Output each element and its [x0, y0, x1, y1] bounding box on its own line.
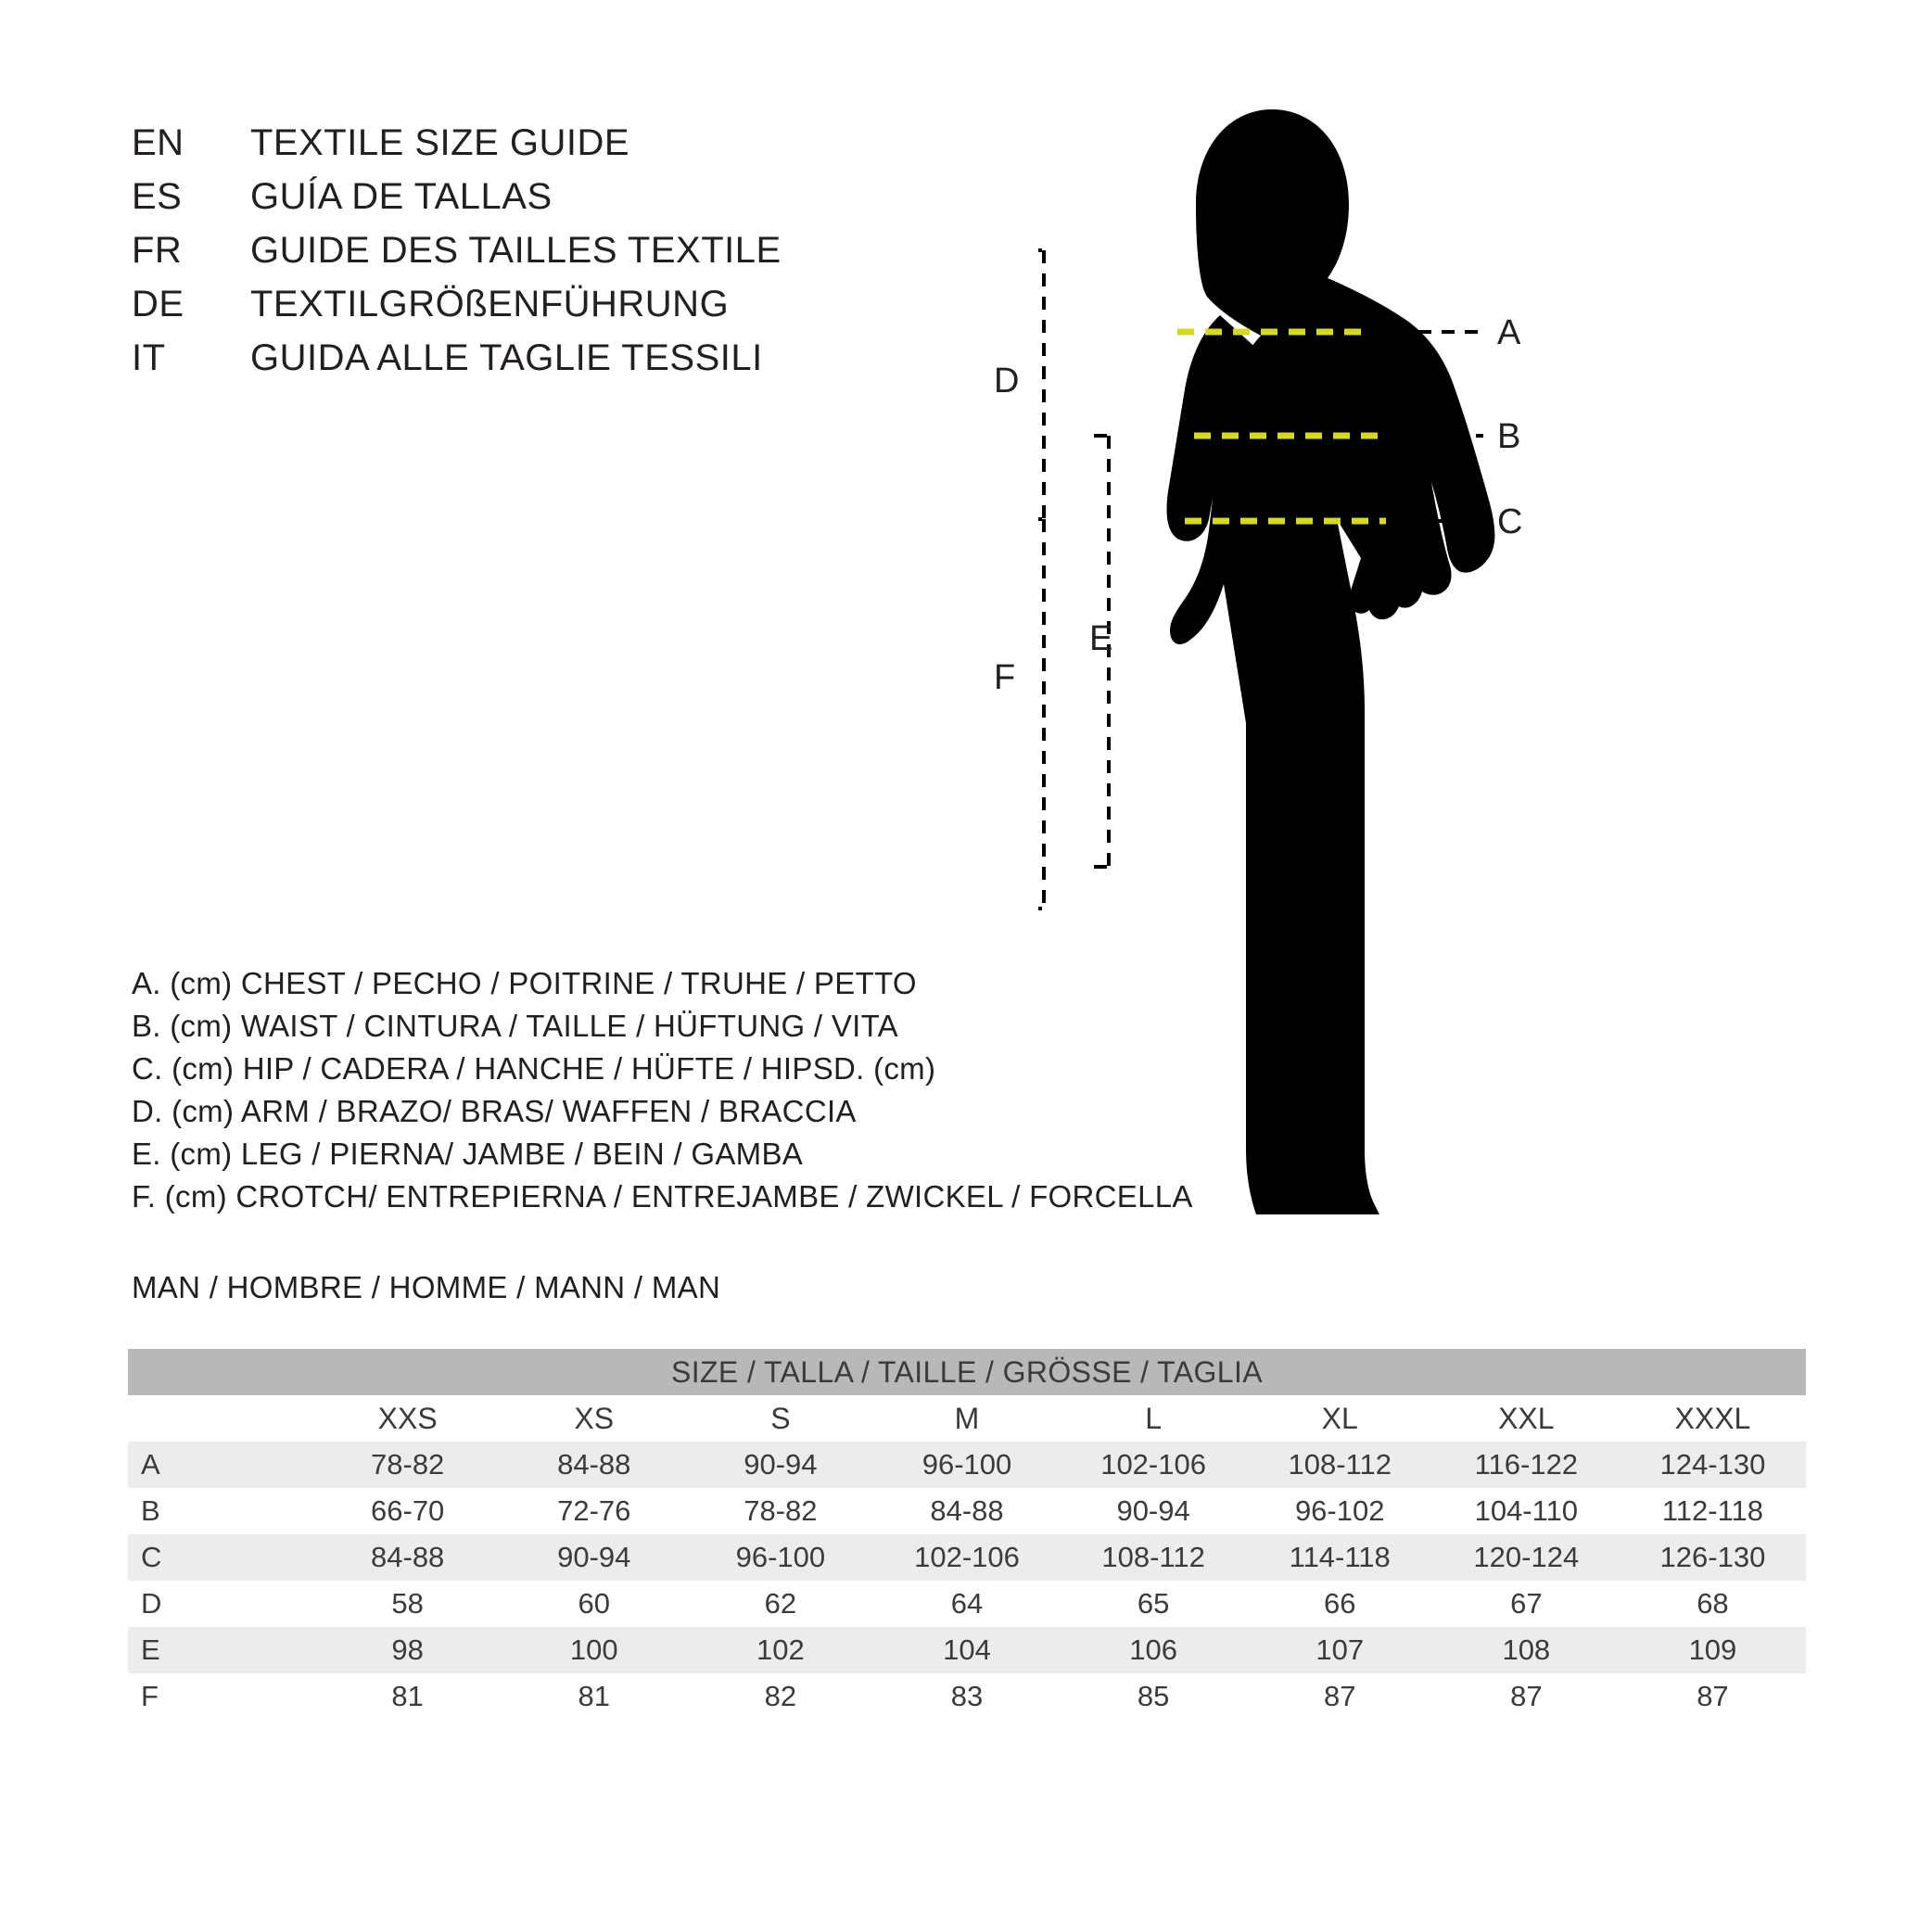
cell-a-xxs: 78-82 — [314, 1442, 501, 1488]
row-label-f: F — [128, 1673, 314, 1720]
cell-e-m: 104 — [873, 1627, 1060, 1673]
cell-c-l: 108-112 — [1061, 1534, 1247, 1581]
cell-b-xl: 96-102 — [1247, 1488, 1433, 1534]
language-row-es — [132, 170, 966, 223]
table-header-row — [128, 1395, 1806, 1442]
cell-b-m: 84-88 — [873, 1488, 1060, 1534]
table-row — [128, 1581, 1806, 1627]
cell-d-xxs: 58 — [314, 1581, 501, 1627]
language-title-block — [132, 116, 966, 385]
cell-b-l: 90-94 — [1061, 1488, 1247, 1534]
cell-c-xs: 90-94 — [501, 1534, 687, 1581]
table-row — [128, 1627, 1806, 1673]
table-row — [128, 1673, 1806, 1720]
cell-a-xxl: 116-122 — [1433, 1442, 1620, 1488]
table-title: SIZE / TALLA / TAILLE / GRÖSSE / TAGLIA — [128, 1349, 1806, 1395]
language-row-it — [132, 331, 966, 385]
cell-b-xs: 72-76 — [501, 1488, 687, 1534]
row-label-c: C — [128, 1534, 314, 1581]
language-row-de — [132, 277, 966, 331]
marker-label-e: E — [1089, 619, 1113, 658]
cell-b-xxs: 66-70 — [314, 1488, 501, 1534]
cell-c-m: 102-106 — [873, 1534, 1060, 1581]
cell-a-s: 90-94 — [687, 1442, 873, 1488]
column-header-xl: XL — [1247, 1395, 1433, 1442]
column-header-xxs: XXS — [314, 1395, 501, 1442]
legend-item-e: E. (cm) LEG / PIERNA/ JAMBE / BEIN / GAMBA — [132, 1137, 804, 1171]
marker-label-f: F — [994, 658, 1016, 697]
column-header-xs: XS — [501, 1395, 687, 1442]
size-table-wrapper — [128, 1349, 1806, 1720]
cell-e-l: 106 — [1061, 1627, 1247, 1673]
cell-f-xl: 87 — [1247, 1673, 1433, 1720]
cell-e-xs: 100 — [501, 1627, 687, 1673]
cell-c-xxs: 84-88 — [314, 1534, 501, 1581]
cell-e-s: 102 — [687, 1627, 873, 1673]
table-title-row — [128, 1349, 1806, 1395]
language-code-fr: FR — [132, 230, 183, 271]
cell-c-xxl: 120-124 — [1433, 1534, 1620, 1581]
table-row — [128, 1488, 1806, 1534]
language-title-en: TEXTILE SIZE GUIDE — [250, 122, 630, 163]
language-row-fr — [132, 223, 966, 277]
language-code-es: ES — [132, 176, 183, 217]
legend-item-d: D. (cm) ARM / BRAZO/ BRAS/ WAFFEN / BRACCIA — [132, 1094, 857, 1128]
cell-b-xxxl: 112-118 — [1620, 1488, 1806, 1534]
language-code-de: DE — [132, 284, 184, 324]
cell-d-l: 65 — [1061, 1581, 1247, 1627]
row-label-a: A — [128, 1442, 314, 1488]
cell-b-xxl: 104-110 — [1433, 1488, 1620, 1534]
cell-f-s: 82 — [687, 1673, 873, 1720]
row-label-d: D — [128, 1581, 314, 1627]
marker-label-d: D — [994, 362, 1020, 400]
cell-f-l: 85 — [1061, 1673, 1247, 1720]
language-title-es: GUÍA DE TALLAS — [250, 176, 553, 217]
cell-d-xxl: 67 — [1433, 1581, 1620, 1627]
table-row — [128, 1442, 1806, 1488]
marker-label-c: C — [1497, 502, 1523, 541]
male-silhouette-shape — [1167, 109, 1495, 1214]
cell-b-s: 78-82 — [687, 1488, 873, 1534]
language-code-it: IT — [132, 337, 166, 378]
legend-item-b: B. (cm) WAIST / CINTURA / TAILLE / HÜFTUNG / VITA — [132, 1009, 898, 1043]
cell-d-xxxl: 68 — [1620, 1581, 1806, 1627]
measurement-legend — [132, 962, 1207, 1218]
cell-e-xl: 107 — [1247, 1627, 1433, 1673]
language-code-en: EN — [132, 122, 184, 163]
cell-e-xxs: 98 — [314, 1627, 501, 1673]
marker-label-a: A — [1497, 313, 1521, 352]
language-title-it: GUIDA ALLE TAGLIE TESSILI — [250, 337, 763, 378]
cell-a-xxxl: 124-130 — [1620, 1442, 1806, 1488]
cell-d-xl: 66 — [1247, 1581, 1433, 1627]
legend-item-a: A. (cm) CHEST / PECHO / POITRINE / TRUHE / PETTO — [132, 966, 917, 1000]
cell-d-s: 62 — [687, 1581, 873, 1627]
cell-e-xxxl: 109 — [1620, 1627, 1806, 1673]
row-label-e: E — [128, 1627, 314, 1673]
cell-a-l: 102-106 — [1061, 1442, 1247, 1488]
cell-c-xl: 114-118 — [1247, 1534, 1433, 1581]
header-corner-cell — [128, 1395, 314, 1442]
cell-c-s: 96-100 — [687, 1534, 873, 1581]
cell-f-xxxl: 87 — [1620, 1673, 1806, 1720]
cell-a-xl: 108-112 — [1247, 1442, 1433, 1488]
cell-f-xs: 81 — [501, 1673, 687, 1720]
column-header-m: M — [873, 1395, 1060, 1442]
cell-d-m: 64 — [873, 1581, 1060, 1627]
cell-c-xxxl: 126-130 — [1620, 1534, 1806, 1581]
cell-f-xxl: 87 — [1433, 1673, 1620, 1720]
gender-note: MAN / HOMBRE / HOMME / MANN / MAN — [132, 1270, 721, 1304]
column-header-s: S — [687, 1395, 873, 1442]
language-title-de: TEXTILGRÖßENFÜHRUNG — [250, 284, 730, 324]
table-row — [128, 1534, 1806, 1581]
cell-a-m: 96-100 — [873, 1442, 1060, 1488]
cell-d-xs: 60 — [501, 1581, 687, 1627]
legend-item-c: C. (cm) HIP / CADERA / HANCHE / HÜFTE / HIPSD. (cm) — [132, 1051, 936, 1086]
cell-f-xxs: 81 — [314, 1673, 501, 1720]
language-title-fr: GUIDE DES TAILLES TEXTILE — [250, 230, 782, 271]
cell-a-xs: 84-88 — [501, 1442, 687, 1488]
column-header-xxl: XXL — [1433, 1395, 1620, 1442]
column-header-xxxl: XXXL — [1620, 1395, 1806, 1442]
cell-f-m: 83 — [873, 1673, 1060, 1720]
language-row-en — [132, 116, 966, 170]
row-label-b: B — [128, 1488, 314, 1534]
dimension-brackets — [1038, 250, 1109, 909]
legend-item-f: F. (cm) CROTCH/ ENTREPIERNA / ENTREJAMBE / ZWICKEL / FORCELLA — [132, 1179, 1193, 1214]
size-table — [128, 1349, 1806, 1720]
marker-label-b: B — [1497, 417, 1521, 456]
cell-e-xxl: 108 — [1433, 1627, 1620, 1673]
column-header-l: L — [1061, 1395, 1247, 1442]
